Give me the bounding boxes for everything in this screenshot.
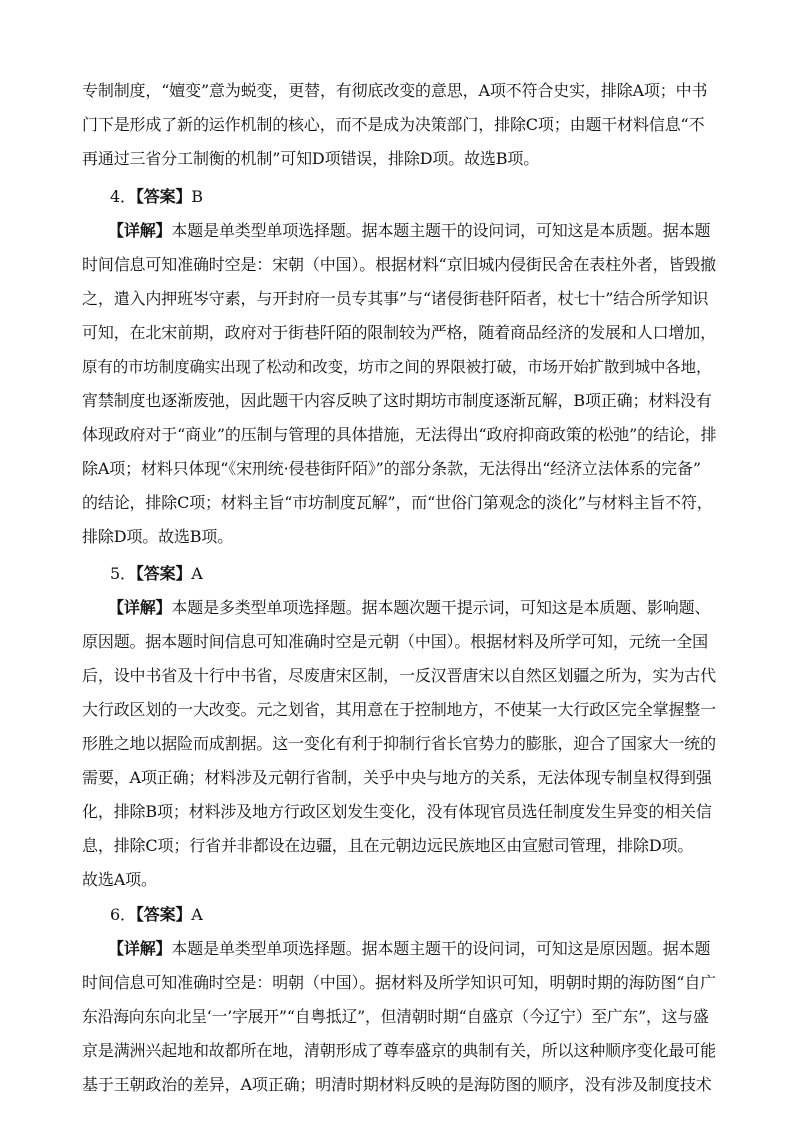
paragraph-line: 息，排除C项；行省并非都设在边疆，且在元朝边远民族地区由宣慰司管理，排除D项。 [82, 836, 694, 855]
paragraph-line: 原因题。据本题时间信息可知准确时空是元朝（中国）。根据材料及所学可知，元统一全国 [82, 632, 709, 651]
paragraph-line: 故选A项。 [82, 870, 157, 889]
paragraph-line: 大行政区划的一大改变。元之划省，其用意在于控制地方，不使某一大行政区完全掌握整一 [82, 700, 717, 719]
paragraph-line: 除A项；材料只体现“《宋刑统·侵巷街阡陌》”的部分条款，无法得出“经济立法体系的完备” [82, 459, 701, 478]
paragraph-line: 【详解】本题是单类型单项选择题。据本题主题干的设问词，可知这是本质题。据本题 [108, 221, 711, 240]
paragraph-line: 东沿海向东向北呈‘一’字展开”“自粤抵辽”，但清朝时期“自盛京（今辽宁）至广东”，这与盛 [82, 1007, 709, 1026]
paragraph-line: 可知，在北宋前期，政府对于街巷阡陌的限制较为严格，随着商品经济的发展和人口增加， [82, 323, 717, 342]
paragraph-line: 后，设中书省及十行中书省，尽废唐宋区制，一反汉晋唐宋以自然区划疆之所为，实为古代 [82, 666, 717, 685]
paragraph-line: 化，排除B项；材料涉及地方行政区划发生变化，没有体现官员选任制度发生异变的相关信 [82, 802, 712, 821]
answer-heading-5: 5．【答案】A [110, 564, 203, 583]
paragraph-line: 需要，A项正确；材料涉及元朝行省制，关乎中央与地方的关系，无法体现专制皇权得到强 [82, 768, 712, 787]
paragraph-line: 排除D项。故选B项。 [82, 527, 234, 546]
paragraph-line: 门下是形成了新的运作机制的核心，而不是成为决策部门，排除C项；由题干材料信息“不 [82, 115, 705, 134]
paragraph-line: 基于王朝政治的差异，A项正确；明清时期材料反映的是海防图的顺序，没有涉及制度技术 [82, 1075, 712, 1094]
paragraph-line: 宵禁制度也逐渐废弛，因此题干内容反映了这时期坊市制度逐渐瓦解，B项正确；材料没有 [82, 391, 712, 410]
paragraph-line: 体现政府对于“商业”的压制与管理的具体措施，无法得出“政府抑商政策的松弛”的结论，排 [82, 425, 717, 444]
answer-heading-6: 6．【答案】A [110, 905, 203, 924]
paragraph-line: 的结论，排除C项；材料主旨“市坊制度瓦解”，而“世俗门第观念的淡化”与材料主旨不符， [82, 493, 713, 512]
answer-heading-4: 4．【答案】B [110, 187, 203, 206]
paragraph-line: 原有的市坊制度确实出现了松动和改变，坊市之间的界限被打破，市场开始扩散到城中各地， [82, 358, 712, 376]
paragraph-line: 时间信息可知准确时空是：明朝（中国）。据材料及所学知识可知，明朝时期的海防图“自广 [82, 973, 717, 992]
paragraph-line: 【详解】本题是单类型单项选择题。据本题主题干的设问词，可知这是原因题。据本题 [108, 939, 711, 958]
paragraph-line: 专制制度，“嬗变”意为蜕变，更替，有彻底改变的意思，A项不符合史实，排除A项；中书 [82, 81, 708, 100]
paragraph-line: 时间信息可知准确时空是：宋朝（中国）。根据材料“京旧城内侵街民舍在表柱外者，皆毁撤 [82, 255, 717, 274]
paragraph-line: 形胜之地以据险而成割据。这一变化有利于抑制行省长官势力的膨胀，迎合了国家大一统的 [82, 734, 717, 753]
paragraph-line: 京是满洲兴起地和故都所在地，清朝形成了尊奉盛京的典制有关，所以这种顺序变化最可能 [82, 1041, 717, 1060]
paragraph-line: 再通过三省分工制衡的机制”可知D项错误，排除D项。故选B项。 [82, 149, 540, 168]
paragraph-line: 【详解】本题是多类型单项选择题。据本题次题干提示词，可知这是本质题、影响题、 [108, 598, 711, 617]
paragraph-line: 之，遣入内押班岑守素，与开封府一员专其事”与“诸侵街巷阡陌者，杖七十”结合所学知识 [82, 289, 709, 308]
